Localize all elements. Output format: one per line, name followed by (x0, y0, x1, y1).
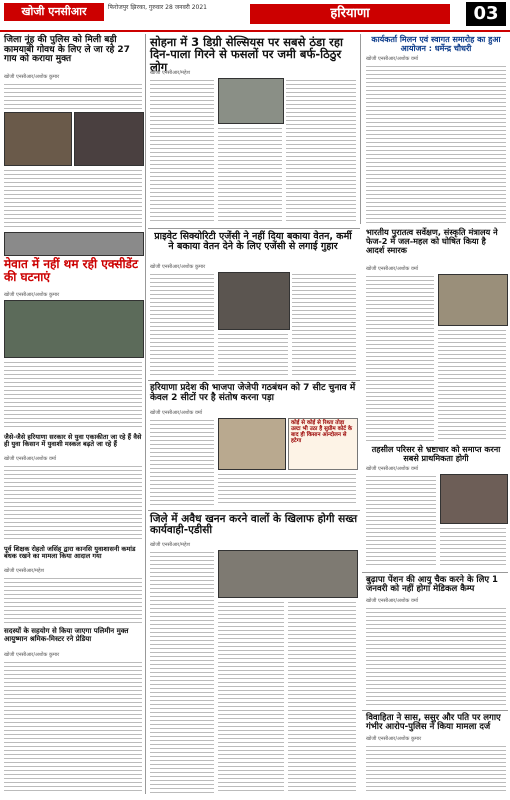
meeting-photo (218, 550, 358, 598)
article-body (218, 472, 356, 506)
article-byline: खोजी एनसीआर/अशोक वर्मा (366, 598, 419, 604)
article-body (366, 64, 506, 224)
article-headline: बुढ़ापा पेंशन की आयु चैक करने के लिए 1 जनवरी को नहीं होगा मेडिकल कैम्प (366, 575, 498, 595)
section-title: हरियाणा (250, 4, 450, 24)
article-byline: खोजी एनसीआर/अशोक कुमार (4, 652, 60, 658)
article-body (366, 474, 436, 568)
article-byline: खोजी एनसीआर/अशोक कुमार (150, 264, 206, 270)
article-body (150, 550, 214, 794)
article-byline: खोजी एनसीआर/अशोक कुमार (4, 292, 60, 298)
article-headline: जैसे-जैसे हरियाणा सरकार से युवा एकाकीता जा रहे हैं वैसे ही युवा किसान में युवाशी मस्कल बढ़ते जा रहे हैं (4, 433, 142, 449)
section-divider (148, 380, 360, 381)
quote-box (288, 418, 358, 470)
newspaper-logo: खोजी एनसीआर (4, 3, 104, 21)
article-body (218, 600, 284, 794)
column-divider (145, 34, 146, 794)
article-byline: खोजी एनसीआर/अशोक कुमार (366, 736, 422, 742)
article-byline: खोजी एनसीआर/महेश (150, 542, 191, 548)
article-body (218, 332, 288, 376)
section-divider (362, 572, 508, 573)
article-byline: खोजी एनसीआर/अशोक वर्मा (366, 56, 419, 62)
article-headline: तहसील परिसर से भ्रष्टाचार को समाप्त करना सबसे प्राथमिकता होगी (371, 445, 501, 463)
article-headline: सोहना में 3 डिग्री सेल्सियस पर सबसे ठंडा रहा दिन-पाला गिरने से फसलों पर जमी बर्फ-ठिठुर लोग (150, 35, 343, 74)
article-body (366, 744, 506, 794)
article-body (150, 272, 214, 376)
article-body (4, 660, 142, 794)
article-byline: खोजी एनसीआर/अशोक कुमार (4, 74, 60, 80)
article-headline: भारतीय पुरातत्व सर्वेक्षण, संस्कृति मंत्रालय ने फेज-2 में जल-महल को घोषित किया है आदर्श स्मारक (366, 227, 498, 255)
article-body (288, 600, 356, 794)
article-byline: खोजी एनसीआर/महेश (4, 568, 45, 574)
article-photo (218, 272, 290, 330)
article-byline: खोजी एनसीआर/अशोक वर्मा (4, 456, 57, 462)
section-divider (362, 710, 508, 711)
official-photo (440, 474, 508, 524)
masthead-date: फिरोजपुर झिरका, गुरुवार 28 जनवरी 2021 (108, 4, 207, 11)
article-headline: प्राइवेट सिक्योरिटी एजेंसी ने नहीं दिया बकाया वेतन, कर्मी ने बकाया वेतन देने के लिए एजेंसी से लगाई गुहार (154, 231, 352, 253)
article-body (150, 78, 214, 224)
article-headline: कार्यकर्ता मिलन एवं स्वागत समारोह का हुआ आयोजन : धर्मेन्द्र चौधरी (371, 35, 501, 53)
accident-photo (4, 232, 144, 256)
article-body (4, 464, 142, 542)
article-body (4, 82, 142, 110)
article-body (366, 606, 506, 706)
article-body (440, 526, 506, 568)
article-byline: खोजी एनसीआर/महेश (150, 70, 191, 76)
article-byline: खोजी एनसीआर/अशोक वर्मा (150, 410, 203, 416)
quote-text: कोई से कोई से रिश्ता तोड़ा उल्टा भी उठा है सुप्रीम कोर्ट के बाद ही किसान आन्दोलन से हटेगा (291, 420, 353, 444)
article-body (438, 328, 506, 442)
article-body (4, 168, 142, 228)
frost-photo (218, 78, 284, 124)
article-body (366, 274, 434, 442)
article-photo (4, 112, 72, 166)
article-byline: खोजी एनसीआर/अशोक वर्मा (366, 266, 419, 272)
page-number: 03 (466, 2, 506, 26)
article-headline: विवाहिता ने सास, ससुर और पति पर लगाए गंभीर आरोप-पुलिस ने किया मामला दर्ज (366, 713, 501, 733)
column-divider (360, 34, 361, 224)
article-body (4, 360, 142, 430)
politician-photo (218, 418, 286, 470)
article-photo (74, 112, 144, 166)
article-headline: पूर्व शिक्षक रोहतो जसिंह द्वारा कानसि युवाशासनी कमांड बंधक रखने का मामला किया आदाल गया (4, 545, 136, 561)
section-divider (148, 228, 360, 229)
article-body (286, 78, 356, 224)
article-headline: जिला नूंह की पुलिस को मिली बड़ी कामयाबी गोवध के लिए ले जा रहे 27 गाय को कराया मुक्त (4, 35, 130, 65)
article-headline: मेवात में नहीं थम रही एक्सीडेंट की घटनाएं (4, 257, 139, 284)
masthead (0, 0, 510, 32)
section-divider (148, 510, 360, 511)
article-headline: हरियाणा प्रदेश की भाजपा जेजेपी गठबंधन को 7 सीट चुनाव में केवल 2 सीटों पर है संतोष करना पड़ा (150, 383, 356, 403)
article-body (150, 418, 214, 506)
monument-photo (438, 274, 508, 326)
article-body (292, 272, 356, 376)
article-body (4, 576, 142, 624)
article-headline: जिले में अवैध खनन करने वालों के खिलाफ होगी सख्त कार्यवाही-एडीसी (150, 513, 358, 537)
article-body (218, 126, 282, 224)
article-byline: खोजी एनसीआर/अशोक वर्मा (366, 466, 419, 472)
article-headline: सदस्यों के सहयोग से किया जाएगा पलिमीन मुक्त आयुष्मान श्रमिक-मिस्टर रने प्रेडिया (4, 627, 129, 643)
article-photo (4, 300, 144, 358)
